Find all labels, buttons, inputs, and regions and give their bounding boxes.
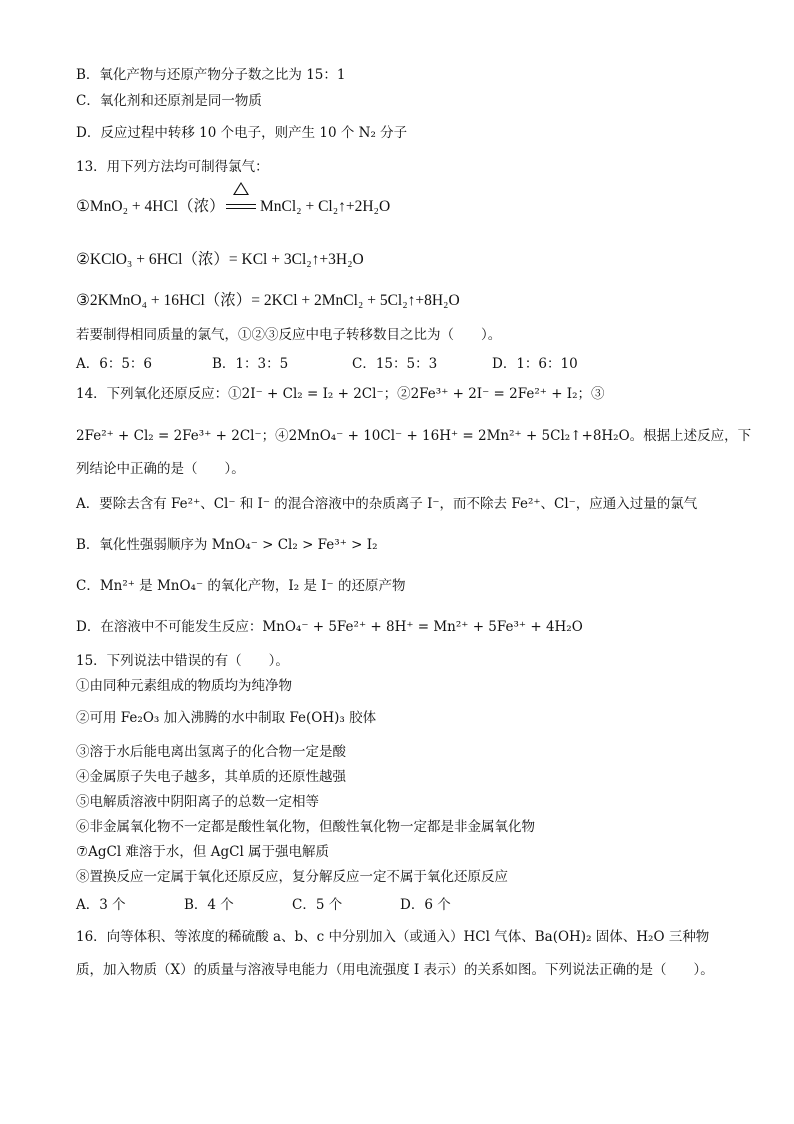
statement-1: ①由同种元素组成的物质均为纯净物	[76, 678, 292, 694]
equals-line-bottom	[226, 208, 256, 209]
option-b-line: B．氧化产物与还原产物分子数之比为 15：1	[76, 67, 346, 83]
question-15-options	[76, 893, 576, 911]
question-13-options	[76, 352, 576, 370]
statement-4: ④金属原子失电子越多，其单质的还原性越强	[76, 769, 346, 785]
q13-option-a: A．6：5：6	[76, 356, 153, 372]
reaction-1-left: ①MnO₂ + 4HCl（浓）	[76, 198, 225, 215]
question-14-option-b: B．氧化性强弱顺序为 MnO₄⁻ > Cl₂ > Fe³⁺ > I₂	[76, 537, 378, 553]
statement-2: ②可用 Fe₂O₃ 加入沸腾的水中制取 Fe(OH)₃ 胶体	[76, 710, 377, 726]
statement-3: ③溶于水后能电离出氢离子的化合物一定是酸	[76, 744, 346, 760]
question-13-ask: 若要制得相同质量的氯气，①②③反应中电子转移数目之比为（ ）。	[76, 327, 502, 343]
reaction-1-right: MnCl₂ + Cl₂↑+2H₂O	[260, 198, 391, 215]
q15-option-c: C．5 个	[292, 897, 343, 913]
question-16-line-1: 16．向等体积、等浓度的稀硫酸 a、b、c 中分别加入（或通入）HCl 气体、Ba(OH)₂ 固体、H₂O 三种物	[76, 929, 710, 945]
q13-option-c: C．15：5：3	[352, 356, 438, 372]
q15-option-a: A．3 个	[76, 897, 126, 913]
statement-7: ⑦AgCl 难溶于水，但 AgCl 属于强电解质	[76, 844, 330, 860]
equals-line-top	[226, 204, 256, 205]
question-13-stem: 13．用下列方法均可制得氯气：	[76, 159, 269, 175]
statement-5: ⑤电解质溶液中阴阳离子的总数一定相等	[76, 794, 319, 810]
question-14-line-3: 列结论中正确的是（ ）。	[76, 461, 245, 477]
q15-option-d: D．6 个	[400, 897, 451, 913]
heating-triangle-icon	[233, 182, 249, 195]
question-14-line-1: 14．下列氧化还原反应：①2I⁻ + Cl₂ = I₂ + 2Cl⁻；②2Fe³⁺ + 2I⁻ = 2Fe²⁺ + I₂；③	[76, 386, 605, 402]
question-14-option-c: C．Mn²⁺ 是 MnO₄⁻ 的氧化产物，I₂ 是 I⁻ 的还原产物	[76, 578, 406, 594]
question-14-line-2: 2Fe²⁺ + Cl₂ = 2Fe³⁺ + 2Cl⁻；④2MnO₄⁻ + 10Cl⁻ + 16H⁺ = 2Mn²⁺ + 5Cl₂↑+8H₂O。根据上述反应，下	[76, 428, 752, 444]
option-d-line: D．反应过程中转移 10 个电子，则产生 10 个 N₂ 分子	[76, 125, 408, 141]
question-16-line-2: 质，加入物质（X）的质量与溶液导电能力（用电流强度 I 表示）的关系如图。下列说法正确的是（ ）。	[76, 962, 714, 978]
q15-option-b: B．4 个	[184, 897, 234, 913]
q13-option-d: D．1：6：10	[492, 356, 578, 372]
question-14-option-d: D．在溶液中不可能发生反应：MnO₄⁻ + 5Fe²⁺ + 8H⁺ = Mn²⁺ + 5Fe³⁺ + 4H₂O	[76, 619, 583, 635]
q13-option-b: B．1：3：5	[212, 356, 289, 372]
question-15-stem: 15．下列说法中错误的有（ ）。	[76, 653, 289, 669]
statement-6: ⑥非金属氧化物不一定都是酸性氧化物，但酸性氧化物一定都是非金属氧化物	[76, 819, 535, 835]
statement-8: ⑧置换反应一定属于氧化还原反应，复分解反应一定不属于氧化还原反应	[76, 869, 508, 885]
reaction-2: ②KClO₃ + 6HCl（浓）= KCl + 3Cl₂↑+3H₂O	[76, 251, 364, 268]
question-14-option-a: A．要除去含有 Fe²⁺、Cl⁻ 和 I⁻ 的混合溶液中的杂质离子 I⁻，而不除去 Fe²⁺、Cl⁻，应通入过量的氯气	[76, 496, 698, 512]
reaction-3: ③2KMnO₄ + 16HCl（浓）= 2KCl + 2MnCl₂ + 5Cl₂↑+8H₂O	[76, 292, 460, 309]
option-c-line: C．氧化剂和还原剂是同一物质	[76, 93, 262, 109]
